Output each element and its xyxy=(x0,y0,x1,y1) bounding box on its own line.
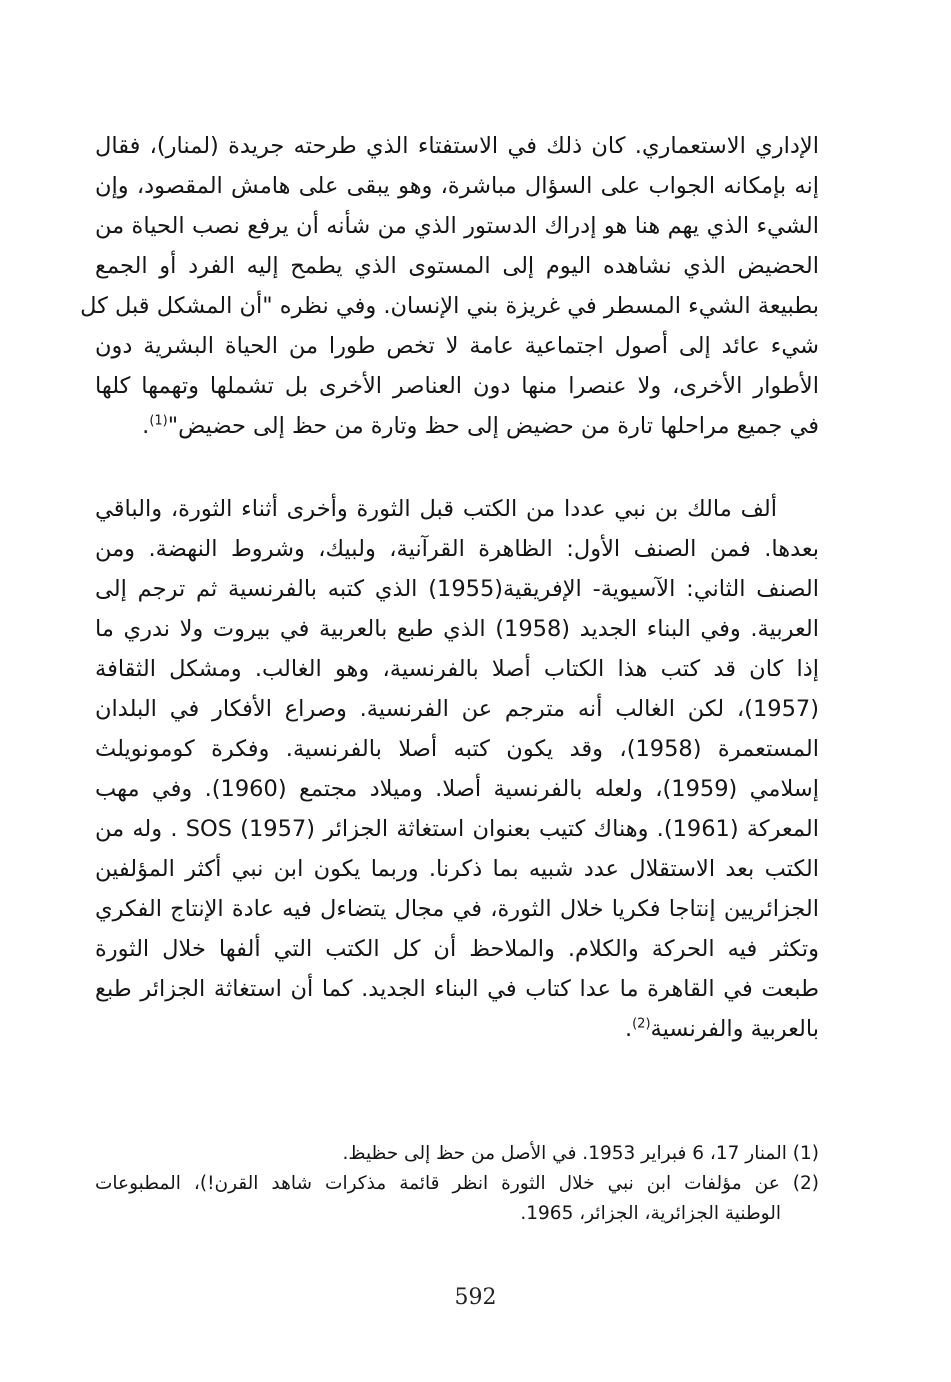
paragraph-2-line-14-text: بالعربية والفرنسية xyxy=(650,1016,819,1042)
paragraph-2-line-9: المعركة (1961). وهناك كتيب بعنوان استغاثة الجزائر SOS (1957) . وله من xyxy=(95,816,820,842)
paragraph-1-line-4: الحضيض الذي نشاهده اليوم إلى المستوى الذي يطمح إليه الفرد أو الجمع xyxy=(95,253,819,279)
paragraph-2-line-3: الصنف الثاني: الآسيوية- الإفريقية(1955) الذي كتبه بالفرنسية ثم ترجم إلى xyxy=(95,576,819,602)
paragraph-2-line-2: بعدها. فمن الصنف الأول: الظاهرة القرآنية، ولبيك، وشروط النهضة. ومن xyxy=(95,536,819,562)
paragraph-2-line-7: المستعمرة (1958)، وقد يكون كتبه أصلا بالفرنسية. وفكرة كومونويلث xyxy=(95,736,819,762)
footnote-ref-2: (2) xyxy=(632,1016,651,1032)
paragraph-1-line-8 xyxy=(95,406,819,446)
paragraph-2-line-1: ألف مالك بن نبي عددا من الكتب قبل الثورة وأخرى أثناء الثورة، والباقي xyxy=(95,496,777,522)
paragraph-2-end-period: . xyxy=(624,1016,633,1042)
footnotes xyxy=(95,1139,819,1229)
paragraph-2-line-6: (1957)، لكن الغالب أنه مترجم عن الفرنسية. وصراع الأفكار في البلدان xyxy=(95,696,819,722)
page-number: 592 xyxy=(454,1285,497,1310)
paragraph-1-line-5: بطبيعة الشيء المسطر في غريزة بني الإنسان. وفي نظره "أن المشكل قبل كل xyxy=(80,293,819,319)
paragraph-1-end-period: . xyxy=(142,413,150,439)
paragraph-1-line-7: الأطوار الأخرى، ولا عنصرا منها دون العناصر الأخرى بل تشملها وتهمها كلها xyxy=(95,373,819,399)
footnote-2-line-1: (2) عن مؤلفات ابن نبي خلال الثورة انظر قائمة مذكرات شاهد القرن!)، المطبوعات xyxy=(95,1173,819,1194)
paragraph-2-line-10: الكتب بعد الاستقلال عدد شبيه بما ذكرنا. وربما يكون ابن نبي أكثر المؤلفين xyxy=(95,856,819,882)
paragraph-1 xyxy=(80,126,819,446)
paragraph-1-line-2: إنه بإمكانه الجواب على السؤال مباشرة، وهو يبقى على هامش المقصود، وإن xyxy=(95,173,819,199)
paragraph-1-line-6: شيء عائد إلى أصول اجتماعية عامة لا تخص طورا من الحياة البشرية دون xyxy=(95,333,819,359)
footnote-2-line-2: الوطنية الجزائرية، الجزائر، 1965. xyxy=(520,1203,781,1224)
paragraph-2-line-13: طبعت في القاهرة ما عدا كتاب في البناء الجديد. كما أن استغاثة الجزائر طبع xyxy=(95,976,819,1002)
paragraph-2-line-12: وتكثر فيه الحركة والكلام. والملاحظ أن كل الكتب التي ألفها خلال الثورة xyxy=(95,936,819,962)
paragraph-1-line-8-text: في جميع مراحلها تارة من حضيض إلى حظ وتارة من حظ إلى حضيض" xyxy=(167,413,819,439)
paragraph-1-line-1: الإداري الاستعماري. كان ذلك في الاستفتاء الذي طرحته جريدة (لمنار)، فقال xyxy=(95,133,819,159)
paragraph-2 xyxy=(95,489,819,1049)
paragraph-2-line-5: إذا كان قد كتب هذا الكتاب أصلا بالفرنسية، وهو الغالب. ومشكل الثقافة xyxy=(95,656,819,682)
paragraph-2-line-4: العربية. وفي البناء الجديد (1958) الذي طبع بالعربية في بيروت ولا ندري ما xyxy=(95,616,819,642)
footnote-1: (1) المنار 17، 6 فبراير 1953. في الأصل من حظ إلى حظيظ. xyxy=(342,1143,819,1164)
paragraph-2-line-11: الجزائريين إنتاجا فكريا خلال الثورة، في مجال يتضاءل فيه عادة الإنتاج الفكري xyxy=(95,896,819,922)
paragraph-2-line-14 xyxy=(95,1009,819,1049)
footnote-ref-1: (1) xyxy=(149,413,168,429)
paragraph-1-line-3: الشيء الذي يهم هنا هو إدراك الدستور الذي من شأنه أن يرفع نصب الحياة من xyxy=(95,213,819,239)
paragraph-2-line-8: إسلامي (1959)، ولعله بالفرنسية أصلا. وميلاد مجتمع (1960). وفي مهب xyxy=(95,776,819,802)
